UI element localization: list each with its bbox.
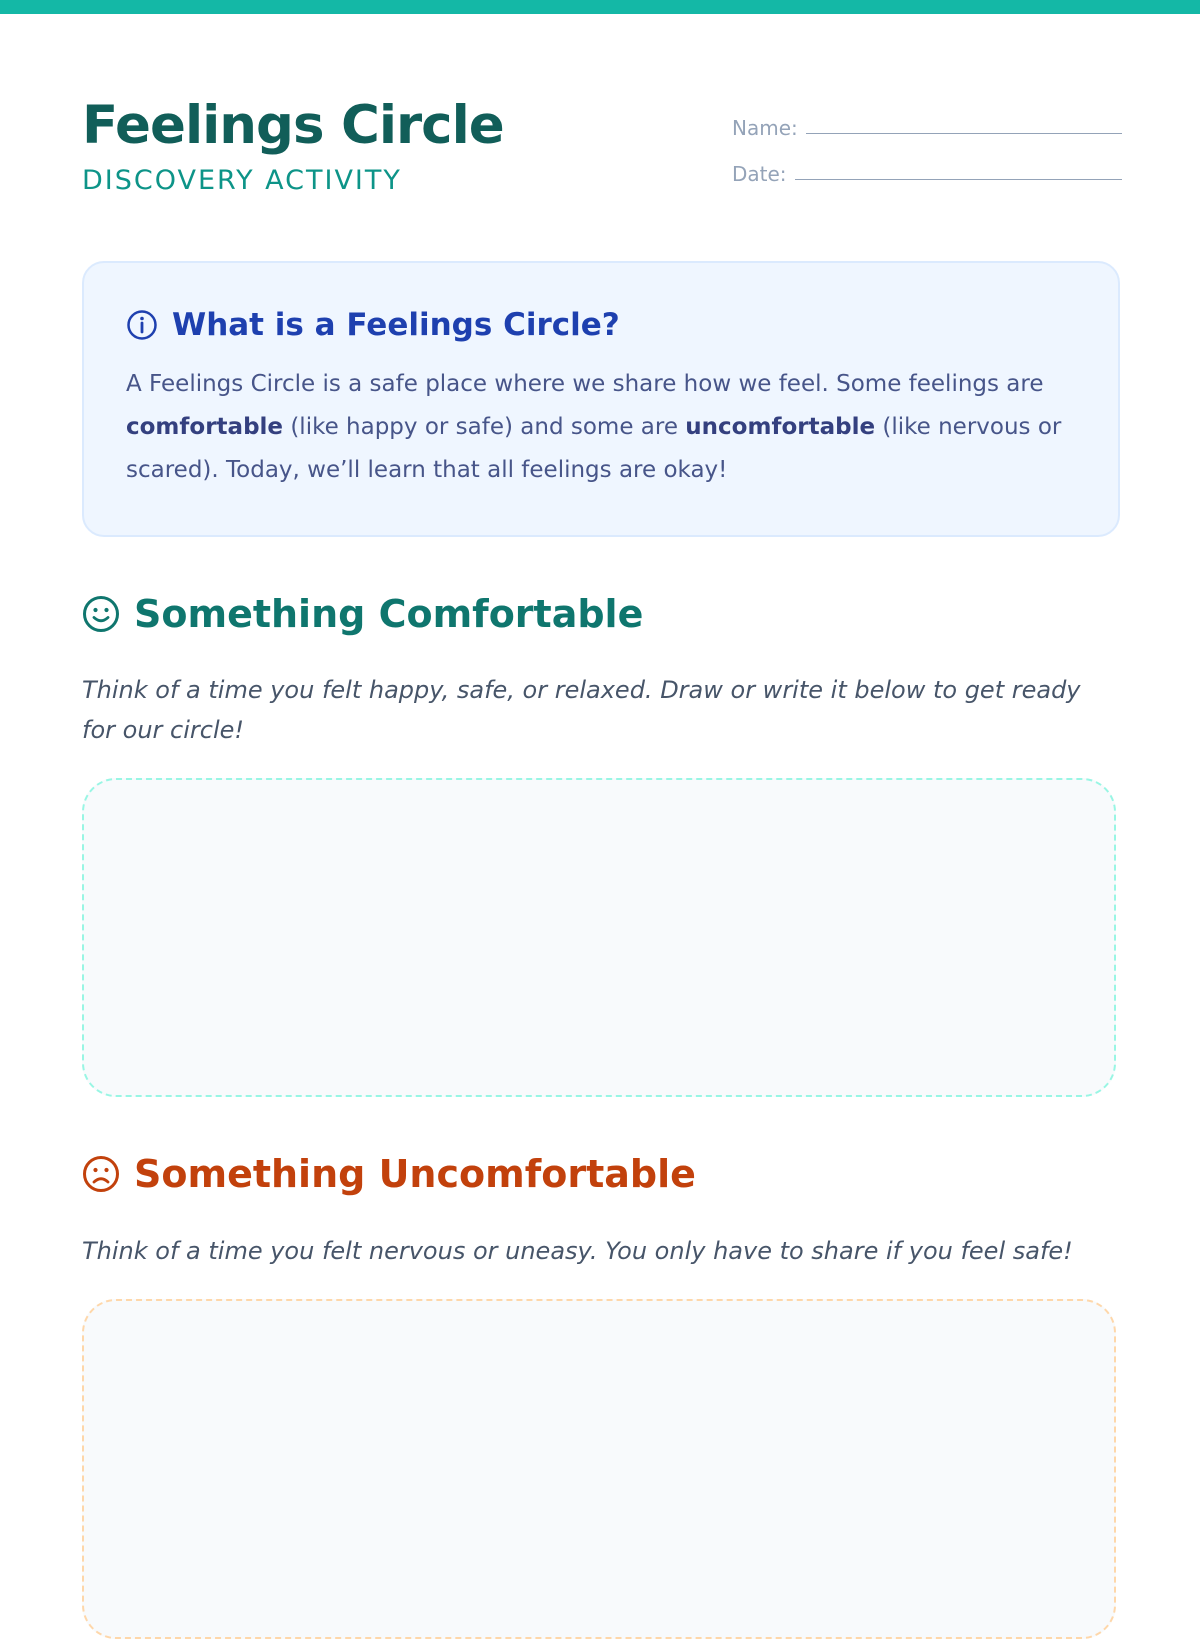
date-field[interactable]: [732, 156, 1122, 186]
comfortable-prompt: Think of a time you felt happy, safe, or relaxed. Draw or write it below to get ready for our circle!: [82, 676, 1081, 744]
info-title: What is a Feelings Circle?: [172, 307, 620, 343]
page-subtitle: DISCOVERY ACTIVITY: [82, 165, 402, 196]
date-label: Date:: [732, 162, 787, 186]
info-text-2: (like happy or safe) and some are: [283, 414, 686, 440]
name-label: Name:: [732, 116, 798, 140]
uncomfortable-heading: [82, 1152, 696, 1196]
uncomfortable-title: Something Uncomfortable: [134, 1152, 696, 1196]
date-line[interactable]: [795, 179, 1122, 180]
info-box: [82, 261, 1120, 537]
info-icon: [126, 309, 158, 341]
page-title: Feelings Circle: [82, 95, 504, 156]
frown-icon: [82, 1155, 120, 1193]
info-bold-uncomfortable: uncomfortable: [685, 414, 876, 440]
uncomfortable-prompt: Think of a time you felt nervous or uneasy. You only have to share if you feel safe!: [82, 1237, 1073, 1265]
name-line[interactable]: [806, 133, 1122, 134]
info-bold-comfortable: comfortable: [126, 414, 284, 440]
info-heading: [126, 307, 620, 343]
comfortable-heading: [82, 592, 643, 636]
top-accent-bar: [0, 0, 1200, 14]
worksheet-header: [82, 94, 1120, 214]
smile-icon: [82, 595, 120, 633]
comfortable-title: Something Comfortable: [134, 592, 644, 636]
info-body: [126, 363, 1086, 492]
uncomfortable-drawing-area[interactable]: [82, 1299, 1116, 1639]
info-text-3: (like nervous or scared). Today, we’ll learn that all feelings are okay!: [126, 414, 1062, 483]
info-text-1: A Feelings Circle is a safe place where we share how we feel. Some feelings are: [126, 371, 1044, 397]
comfortable-drawing-area[interactable]: [82, 778, 1116, 1097]
name-field[interactable]: [732, 110, 1122, 140]
